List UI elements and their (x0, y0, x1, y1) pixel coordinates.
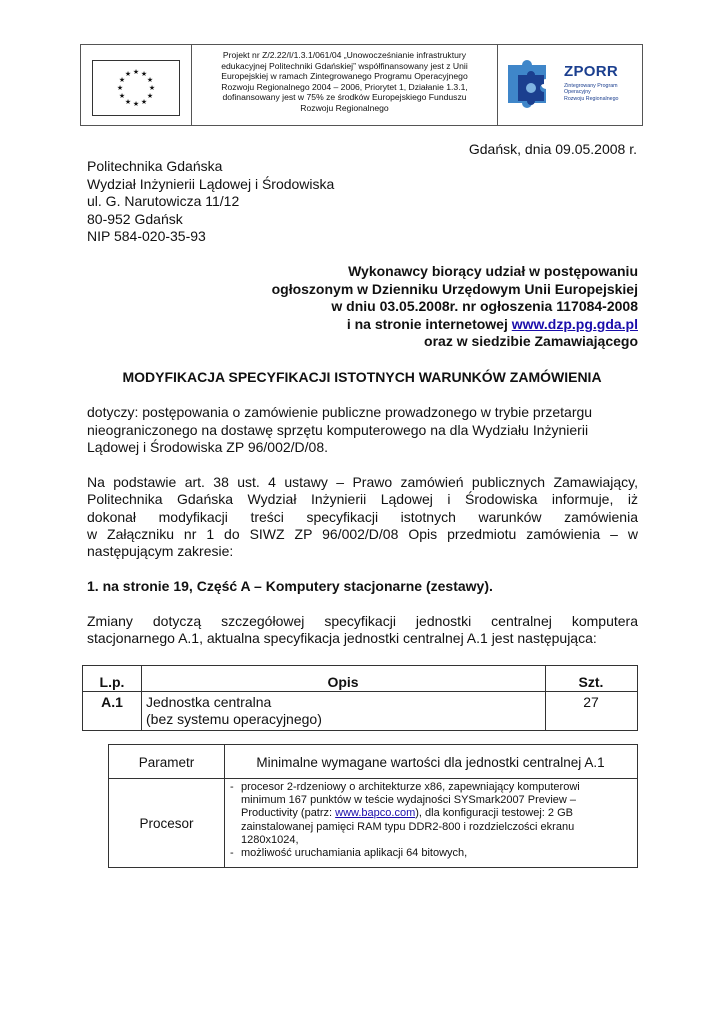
project-description (191, 45, 498, 125)
spec-text-line: procesor 2-rdzeniowy o architekturze x86, zapewniający komputerowi (241, 781, 580, 793)
basis-line: następującym zakresie: (87, 543, 234, 560)
basis-line: Na podstawie art. 38 ust. 4 ustawy – Prawo zamówień publicznych Zamawiający, (87, 474, 638, 490)
recipient-line: ogłoszonym w Dzienniku Urzędowym Unii Europejskiej (271, 281, 638, 297)
table-cell-opis-line: Jednostka centralna (146, 694, 272, 710)
recipient-line: oraz w siedzibie Zamawiającego (424, 333, 638, 349)
regarding-line: Lądowej i Środowiska ZP 96/002/D/08. (87, 439, 328, 455)
zporr-puzzle-icon (504, 57, 556, 111)
zporr-subtitle (564, 83, 640, 102)
svg-text:★: ★ (140, 70, 148, 78)
svg-text:★: ★ (118, 92, 126, 100)
changes-line: Zmiany dotyczą szczegółowej specyfikacji jednostki centralnej komputera (87, 613, 638, 629)
zporr-title: ZPORR (564, 63, 618, 80)
svg-text:★: ★ (146, 76, 154, 84)
svg-text:★: ★ (140, 98, 148, 106)
basis-line: dokonał modyfikacji treści specyfikacji istotnych warunków zamówienia (87, 508, 638, 525)
date-line: Gdańsk, dnia 09.05.2008 r. (468, 141, 637, 157)
spec-text-fragment: Productivity (patrz: (241, 807, 336, 820)
bullet-dash: - (230, 781, 234, 793)
zporr-subtitle-line: Rozwoju Regionalnego (564, 95, 619, 102)
project-text-line: Projekt nr Z/2.22/I/1.3.1/061/04 „Unowocześnianie infrastruktury (222, 50, 467, 60)
sender-city: 80-952 Gdańsk (87, 211, 183, 227)
sender-faculty: Wydział Inżynierii Lądowej i Środowiska (87, 176, 335, 192)
basis-paragraph (87, 474, 638, 560)
project-header (80, 44, 643, 126)
basis-line: Politechnika Gdańska Wydział Inżynierii Lądowej i Środowiska informuje, iż (87, 491, 638, 508)
table-cell-lp: A.1 (101, 694, 123, 710)
spec-text-line (241, 807, 628, 820)
recipient-line-prefix: i na stronie internetowej (346, 316, 512, 332)
sender-street: ul. G. Narutowicza 11/12 (87, 193, 240, 209)
table-header-lp: L.p. (99, 674, 125, 690)
document-heading: MODYFIKACJA SPECYFIKACJI ISTOTNYCH WARUNKÓW ZAMÓWIENIA (122, 369, 602, 385)
project-text-line: Europejskiej w ramach Zintegrowanego Programu Operacyjnego (221, 71, 468, 82)
svg-text:★: ★ (148, 84, 156, 92)
table-header-opis: Opis (327, 674, 359, 690)
bullet-dash: - (230, 847, 234, 860)
table-divider (109, 778, 637, 779)
dzp-website-link[interactable]: www.dzp.pg.gda.pl (511, 316, 638, 332)
spec-table (108, 744, 638, 868)
svg-text:★: ★ (124, 70, 132, 78)
sender-nip: NIP 584-020-35-93 (87, 228, 206, 244)
eu-logo-cell (81, 45, 191, 125)
project-text-line: Rozwoju Regionalnego 2004 – 2006, Priorytet 1, Działanie 1.3.1, (221, 81, 468, 92)
spec-text-line: minimum 167 punktów w teście wydajności SYSmark2007 Preview – (241, 794, 577, 807)
table-cell-szt: 27 (583, 694, 599, 710)
changes-paragraph (87, 613, 638, 648)
basis-line: w Załączniku nr 1 do SIWZ ZP 96/002/D/08 Opis przedmiotu zamówienia – w (87, 525, 638, 542)
spec-header-req: Minimalne wymagane wartości dla jednostki centralnej A.1 (256, 755, 605, 770)
spec-text-line: 1280x1024, (241, 833, 299, 846)
svg-text:★: ★ (118, 76, 126, 84)
svg-text:★: ★ (132, 100, 140, 108)
list-item (230, 847, 628, 860)
bapco-link[interactable]: www.bapco.com (335, 807, 416, 820)
svg-text:★: ★ (132, 68, 140, 76)
recipient-line (347, 316, 638, 333)
sender-name: Politechnika Gdańska (87, 158, 223, 174)
zporr-subtitle-line: Operacyjny (564, 89, 591, 96)
svg-text:★: ★ (146, 92, 154, 100)
zporr-subtitle-line: Zintegrowany Program (564, 83, 618, 89)
regarding-line: nieograniczonego na dostawę sprzętu komputerowego na dla Wydziału Inżynierii (87, 422, 589, 438)
spec-header-param: Parametr (138, 755, 195, 770)
items-table (82, 665, 638, 731)
spec-text-fragment: ), dla konfiguracji testowej: 2 GB (415, 807, 573, 820)
section-1-heading: 1. na stronie 19, Część A – Komputery stacjonarne (zestawy). (87, 578, 493, 594)
regarding-line: dotyczy: postępowania o zamówienie publiczne prowadzonego w trybie przetargu (87, 404, 593, 420)
project-text-line: Rozwoju Regionalnego (300, 102, 389, 113)
zporr-logo-cell (498, 45, 643, 125)
svg-text:★: ★ (116, 84, 124, 92)
spec-cell-requirements (230, 781, 628, 860)
spec-text-line: możliwość uruchamiania aplikacji 64 bitowych, (241, 847, 468, 860)
changes-line: stacjonarnego A.1, aktualna specyfikacja jednostki centralnej A.1 jest następująca: (87, 630, 597, 647)
eu-flag-icon (92, 60, 180, 116)
spec-text-line: zainstalowanej pamięci RAM typu DDR2-800 i rozdzielczości ekranu (241, 820, 575, 833)
list-item (230, 781, 628, 847)
recipient-line: w dniu 03.05.2008r. nr ogłoszenia 117084-2008 (331, 298, 638, 314)
svg-text:★: ★ (124, 98, 132, 106)
table-header-szt: Szt. (578, 674, 604, 690)
table-cell-opis-line: (bez systemu operacyjnego) (146, 711, 322, 727)
project-text-line: edukacyjnej Politechniki Gdańskiej” współfinansowany jest z Unii (221, 60, 468, 71)
table-divider (83, 691, 637, 692)
spec-cell-param: Procesor (139, 816, 194, 831)
recipient-line: Wykonawcy biorący udział w postępowaniu (348, 263, 638, 279)
table-cell-opis (146, 694, 322, 728)
project-text-line: dofinansowany jest w 75% ze środków Europejskiego Funduszu (222, 92, 467, 103)
